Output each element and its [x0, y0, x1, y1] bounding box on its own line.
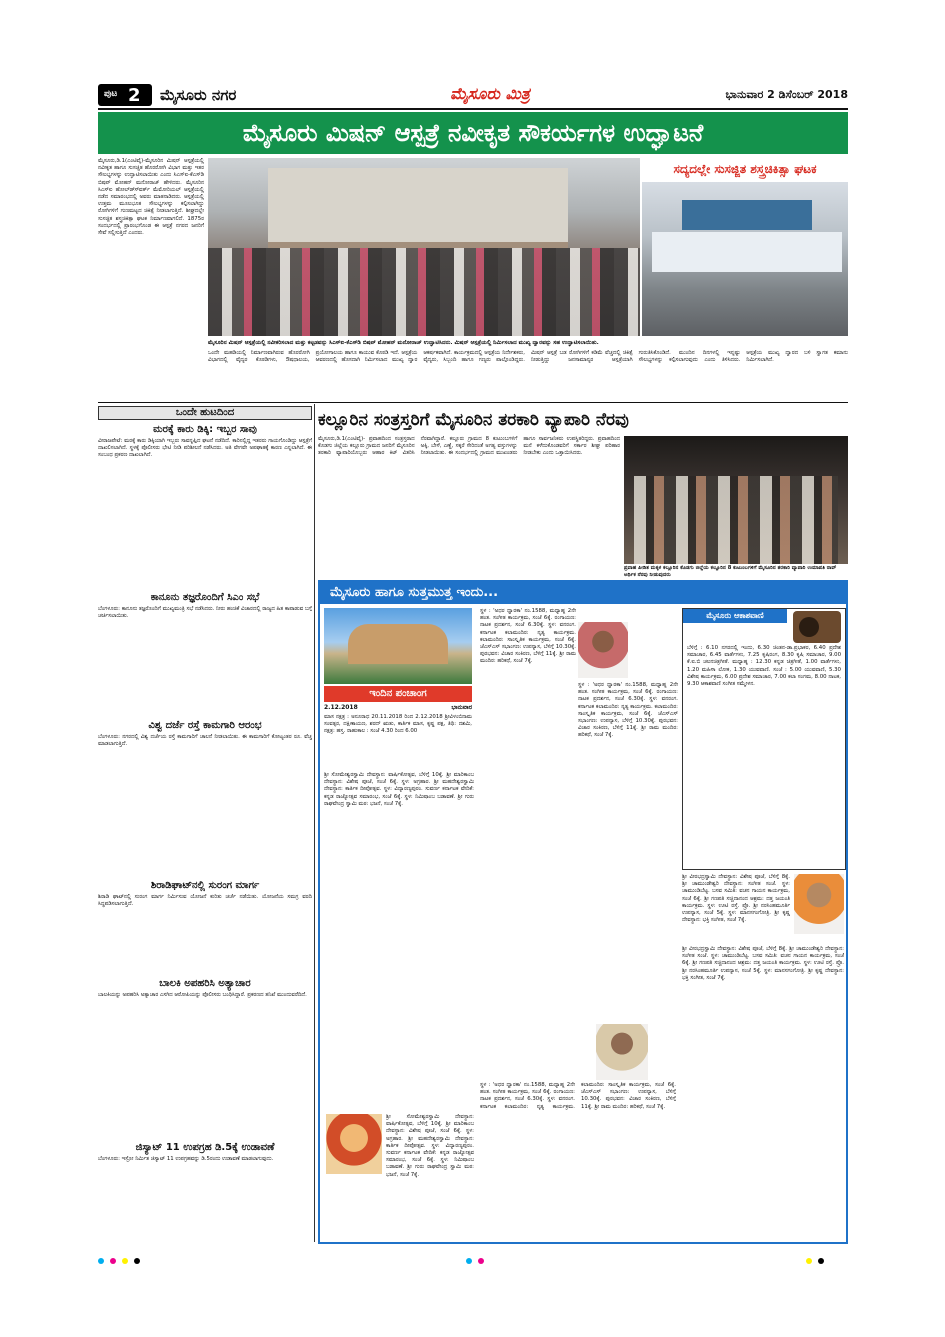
page-date: ಭಾನುವಾರ 2 ಡಿಸೆಂಬರ್ 2018	[725, 88, 848, 101]
lead-caption: ಮೈಸೂರಿನ ಮಿಷನ್ ಆಸ್ಪತ್ರೆಯಲ್ಲಿ ನವೀಕರಿಸಲಾದ ಮತ್ತು ಕಟ್ಟಡವನ್ನು ಸಿಎಸ್‍ಐ-ಕೆಎಸ್‍ಡಿ ಬಿಷಪ್ ಮೋಹನ್ ಮನೋರಾಜ್ ಉದ್ಘಾಟಿಸಿದರು. ಮಿಷನ್ ಆಸ್ಪತ್ರೆಯಲ್ಲಿ ನಿರ್ಮಿಸಲಾದ ಮುಖ್ಯ ದ್ವಾರವನ್ನು ಸಹ ಉದ್ಘಾಟಿಸಲಾಯಿತು.	[208, 340, 599, 346]
radio-speaker	[799, 617, 819, 637]
story-6-body: ಬೆಂಗಳೂರು: ಇಸ್ರೋ ನಿರ್ಮಿತ ಜಿಸ್ಯಾಟ್ 11 ಉಪಗ್ರಹವನ್ನು ಡಿ.5ರಂದು ಉಡಾವಣೆ ಮಾಡಲಾಗುವುದು.	[98, 1156, 274, 1162]
registration-mark	[134, 1258, 140, 1264]
events-title: ಮೈಸೂರು ಹಾಗೂ ಸುತ್ತಮುತ್ತ ಇಂದು...	[320, 582, 846, 604]
lead-intro: ಮೈಸೂರು,ಡಿ.1(ಎಂಟಿವೈ)-ಮೈಸೂರಿನ ಮಿಷನ್ ಆಸ್ಪತ್ರೆಯಲ್ಲಿ ನವೀಕೃತ ಹಾಗೂ ಸುಸಜ್ಜಿತ ಹೊರರೋಗಿ ವಿಭಾಗ ಮತ್ತು ಇತರ ಸೌಲಭ್ಯಗಳನ್ನು ಉದ್ಘಾಟಿಸಲಾಯಿತು ಎಂದು ಸಿಎಸ್‍ಐ-ಕೆಎಸ್‍ಡಿ ಬಿಷಪ್ ಮೋಹನ್ ಮನೋರಾಜ್ ಹೇಳಿದರು. ಮೈಸೂರಿನ ಸಿಎಸ್‍ಐ ಹೋಲ್ಡ್ಸ್‍ವರ್ತ್ ಮೆಮೋರಿಯಲ್ ಆಸ್ಪತ್ರೆಯಲ್ಲಿ ನಡೆದ ಸಮಾರಂಭದಲ್ಲಿ ಅವರು ಮಾತನಾಡಿದರು. ಆಸ್ಪತ್ರೆಯಲ್ಲಿ ಉತ್ತಮ ಮೂಲಭೂತ ಸೌಲಭ್ಯಗಳನ್ನು ಕಲ್ಪಿಸಲಾಗಿದ್ದು ರೋಗಿಗಳಿಗೆ ಗುಣಮಟ್ಟದ ಚಿಕಿತ್ಸೆ ನೀಡಲಾಗುತ್ತಿದೆ. ಶೀಘ್ರದಲ್ಲೇ ಸುಸಜ್ಜಿತ ಶಸ್ತ್ರಚಿಕಿತ್ಸಾ ಘಟಕ ನಿರ್ಮಾಣವಾಗಲಿದೆ. 1875ರ ಸಂದರ್ಭದಲ್ಲಿ ಪ್ರಾರಂಭಗೊಂಡ ಈ ಆಸ್ಪತ್ರೆ ನಗರದ ಜನರಿಗೆ ಸೇವೆ ಸಲ್ಲಿಸುತ್ತಿದೆ ಎಂದರು.	[98, 158, 204, 237]
panchanga-date: 2.12.2018	[324, 704, 358, 711]
page-number: 2	[128, 85, 141, 106]
vendor-body: ಮೈಸೂರು,ಡಿ.1(ಎಂಟಿವೈ)- ಪ್ರವಾಹದಿಂದ ಸಂತ್ರಸ್ತರಾದ ಕೊಡಗು ಜಿಲ್ಲೆಯ ಕಲ್ಲೂರು ಗ್ರಾಮದ ಜನರಿಗೆ ಮೈಸೂರಿನ ತರಕಾರಿ ವ್ಯಾಪಾರಿಯೊಬ್ಬರು ಆಹಾರ ಕಿಟ್ ವಿತರಿಸಿ ನೆರವಾಗಿದ್ದಾರೆ. ಕಲ್ಲೂರು ಗ್ರಾಮದ 8 ಕುಟುಂಬಗಳಿಗೆ ಅಕ್ಕಿ, ಬೇಳೆ, ಎಣ್ಣೆ, ಸಕ್ಕರೆ ಸೇರಿದಂತೆ ಅಗತ್ಯ ವಸ್ತುಗಳನ್ನು ನೀಡಲಾಯಿತು. ಈ ಸಂದರ್ಭದಲ್ಲಿ ಗ್ರಾಮದ ಮುಖಂಡರು ಹಾಗೂ ಸಾರ್ವಜನಿಕರು ಉಪಸ್ಥಿತರಿದ್ದರು. ಪ್ರವಾಹದಿಂದ ಮನೆ ಕಳೆದುಕೊಂಡವರಿಗೆ ಸರ್ಕಾರ ಶೀಘ್ರ ಪರಿಹಾರ ನೀಡಬೇಕು ಎಂದು ಒತ್ತಾಯಿಸಿದರು.	[318, 436, 620, 457]
story-5-body: ಬಾಲಕಿಯನ್ನು ಅಪಹರಿಸಿ ಅತ್ಯಾಚಾರ ಎಸಗಿದ ಆರೋಪಿಯನ್ನು ಪೊಲೀಸರು ಬಂಧಿಸಿದ್ದಾರೆ. ಪ್ರಕರಣದ ತನಿಖೆ ಮುಂದುವರೆದಿದೆ.	[98, 992, 307, 998]
gate-arch	[682, 200, 812, 230]
vendor-caption: ಪ್ರವಾಹ ಪೀಡಿತ ಮಕ್ಕಳ ಕಲ್ಲೂರಿನ ಕೊಡಗು ಜಿಲ್ಲೆಯ ಕಲ್ಲೂರಿನ 8 ಕುಟುಂಬಗಳಿಗೆ ಮೈಸೂರಿನ ತರಕಾರಿ ವ್ಯಾಪಾರಿ ಉಮಾಪತಿ ರಾವ್ ಅರ್ಥಿಕ ನೆರವು ನೀಡುವುದರು	[624, 565, 837, 578]
events-col-2b: ಸ್ಥಳ : 'ಅಧರ ಧ್ವಾರಕಾ' ನಂ.1588, ಮಧ್ಯಾಹ್ನ 2ನೇ ಹಂತ. ಸಂಗೀತ ಕಾರ್ಯಕ್ರಮ, ಸಂಜೆ 6ಕ್ಕೆ. ರಂಗಾಯಣ: ನಾಟಕ ಪ್ರದರ್ಶನ, ಸಂಜೆ 6.30ಕ್ಕೆ. ಸ್ಥಳ: ವನರಂಗ. ಕರ್ನಾಟಕ ಕಲಾಮಂದಿರ: ನೃತ್ಯ ಕಾರ್ಯಕ್ರಮ. ಕಲಾಮಂದಿರ: ಸಾಂಸ್ಕೃತಿಕ ಕಾರ್ಯಕ್ರಮ, ಸಂಜೆ 6ಕ್ಕೆ. ಜೆಎಸ್‍ಎಸ್ ಸಭಾಂಗಣ: ಉಪನ್ಯಾಸ, ಬೆಳಿಗ್ಗೆ 10.30ಕ್ಕೆ. ಪುರಭವನ: ವಿಚಾರ ಸಂಕಿರಣ, ಬೆಳಿಗ್ಗೆ 11ಕ್ಕೆ. ಶ್ರೀ ರಾಮ ಮಂದಿರ: ಹರಿಕಥೆ, ಸಂಜೆ 7ಕ್ಕೆ.	[578, 682, 678, 739]
tent-canopy	[652, 232, 842, 272]
vendor-photo-people	[634, 476, 838, 564]
story-3-body: ಬೆಂಗಳೂರು: ನಗರದಲ್ಲಿ ವಿಶ್ವ ದರ್ಜೆಯ ರಸ್ತೆ ಕಾಮಗಾರಿಗೆ ಚಾಲನೆ ನೀಡಲಾಯಿತು. ಈ ಕಾಮಗಾರಿಗೆ ಕೋಟ್ಯಂತರ ರೂ. ವೆಚ್ಚ ಮಾಡಲಾಗುತ್ತಿದೆ.	[98, 734, 312, 748]
palace-shape	[348, 624, 448, 664]
speaker-photo-1	[578, 622, 628, 678]
story-4-headline: ಶಿರಾಡಿಘಾಟ್‍ನಲ್ಲಿ ಸುರಂಗ ಮಾರ್ಗ	[150, 880, 260, 891]
story-5-headline: ಬಾಲಕಿ ಅಪಹರಿಸಿ ಅತ್ಯಾಚಾರ	[159, 978, 251, 989]
events-col-2: ಸ್ಥಳ : 'ಅಧರ ಧ್ವಾರಕಾ' ನಂ.1588, ಮಧ್ಯಾಹ್ನ 2ನೇ ಹಂತ. ಸಂಗೀತ ಕಾರ್ಯಕ್ರಮ, ಸಂಜೆ 6ಕ್ಕೆ. ರಂಗಾಯಣ: ನಾಟಕ ಪ್ರದರ್ಶನ, ಸಂಜೆ 6.30ಕ್ಕೆ. ಸ್ಥಳ: ವನರಂಗ. ಕರ್ನಾಟಕ ಕಲಾಮಂದಿರ: ನೃತ್ಯ ಕಾರ್ಯಕ್ರಮ. ಕಲಾಮಂದಿರ: ಸಾಂಸ್ಕೃತಿಕ ಕಾರ್ಯಕ್ರಮ, ಸಂಜೆ 6ಕ್ಕೆ. ಜೆಎಸ್‍ಎಸ್ ಸಭಾಂಗಣ: ಉಪನ್ಯಾಸ, ಬೆಳಿಗ್ಗೆ 10.30ಕ್ಕೆ. ಪುರಭವನ: ವಿಚಾರ ಸಂಕಿರಣ, ಬೆಳಿಗ್ಗೆ 11ಕ್ಕೆ. ಶ್ರೀ ರಾಮ ಮಂದಿರ: ಹರಿಕಥೆ, ಸಂಜೆ 7ಕ್ಕೆ.	[480, 608, 576, 665]
lead-body: ಒಂದೇ ಮಹಡಿಯಲ್ಲಿ ನಿರ್ಮಾಣವಾಗಿರುವ ಹೊರರೋಗಿ ವಿಭಾಗದಲ್ಲಿ ವೈದ್ಯರ ಕೊಠಡಿಗಳು, ಔಷಧಾಲಯ, ಪ್ರಯೋಗಾಲಯ ಹಾಗೂ ಕಾಯುವ ಕೊಠಡಿ ಇದೆ. ಆಸ್ಪತ್ರೆಯ ಆವರಣದಲ್ಲಿ ಹೊಸದಾಗಿ ನಿರ್ಮಿಸಲಾದ ಮುಖ್ಯ ದ್ವಾರ ಆಕರ್ಷಕವಾಗಿದೆ. ಕಾರ್ಯಕ್ರಮದಲ್ಲಿ ಆಸ್ಪತ್ರೆಯ ನಿರ್ದೇಶಕರು, ವೈದ್ಯರು, ಸಿಬ್ಬಂದಿ ಹಾಗೂ ಗಣ್ಯರು ಪಾಲ್ಗೊಂಡಿದ್ದರು. ಮಿಷನ್ ಆಸ್ಪತ್ರೆ ಬಡ ರೋಗಿಗಳಿಗೆ ಕಡಿಮೆ ವೆಚ್ಚದಲ್ಲಿ ಚಿಕಿತ್ಸೆ ನೀಡುತ್ತಿದ್ದು ಜನಸಾಮಾನ್ಯರ ಆಸ್ಪತ್ರೆಯಾಗಿ ಗುರುತಿಸಿಕೊಂಡಿದೆ. ಮುಂದಿನ ದಿನಗಳಲ್ಲಿ ಇನ್ನಷ್ಟು ಸೌಲಭ್ಯಗಳನ್ನು ಕಲ್ಪಿಸಲಾಗುವುದು ಎಂದು ತಿಳಿಸಿದರು. ಆಸ್ಪತ್ರೆಯ ಮುಖ್ಯ ದ್ವಾರದ ಬಳಿ ಸ್ವಾಗತ ಕಮಾನು ನಿರ್ಮಿಸಲಾಗಿದೆ.	[208, 350, 848, 364]
radio-title: ಮೈಸೂರು ಆಕಾಶವಾಣಿ	[683, 609, 787, 623]
panchanga-day: ಭಾನುವಾರ	[451, 704, 472, 711]
lead-subhead: ಸದ್ಯದಲ್ಲೇ ಸುಸಜ್ಜಿತ ಶಸ್ತ್ರಚಿಕಿತ್ಸಾ ಘಟಕ	[673, 162, 817, 176]
page-label: ಪುಟ	[104, 89, 118, 99]
lead-bottom-rule	[98, 402, 848, 403]
events-col-1b: ಶ್ರೀ ಸೋಮೇಶ್ವರಸ್ವಾಮಿ ದೇವಸ್ಥಾನ: ವಾರ್ಷಿಕೋತ್ಸವ, ಬೆಳಿಗ್ಗೆ 10ಕ್ಕೆ. ಶ್ರೀ ಮಾರಿಕಾಂಬ ದೇವಸ್ಥಾನ: ವಿಶೇಷ ಪೂಜೆ, ಸಂಜೆ 6ಕ್ಕೆ. ಸ್ಥಳ: ಅಗ್ರಹಾರ. ಶ್ರೀ ಮಹದೇಶ್ವರಸ್ವಾಮಿ ದೇವಸ್ಥಾನ: ಕಾರ್ತಿಕ ದೀಪೋತ್ಸವ. ಸ್ಥಳ: ವಿದ್ಯಾರಣ್ಯಪುರಂ. ಸುವರ್ಣ ಕರ್ನಾಟಕ ವೇದಿಕೆ: ಕನ್ನಡ ರಾಜ್ಯೋತ್ಸವ ಸಮಾರಂಭ, ಸಂಜೆ 6ಕ್ಕೆ. ಸ್ಥಳ: ನಿಮಿಷಾಂಬ ಬಡಾವಣೆ. ಶ್ರೀ ಗುರು ರಾಘವೇಂದ್ರ ಸ್ವಾಮಿ ಮಠ: ಭಜನೆ, ಸಂಜೆ 7ಕ್ಕೆ.	[386, 1114, 474, 1178]
registration-mark	[806, 1258, 812, 1264]
panchanga-body: ಮಾಸ ನಕ್ಷತ್ರ : ಅನೂರಾಧ 20.11.2018 ರಿಂದ 2.12.2018 ಶ್ರೀವಿಳಂಬಿನಾಮ ಸಂವತ್ಸರ, ದಕ್ಷಿಣಾಯಣ, ಶರದ್ ಋತು, ಕಾರ್ತಿಕ ಮಾಸ, ಕೃಷ್ಣ ಪಕ್ಷ, ತಿಥಿ: ದಶಮಿ, ನಕ್ಷತ್ರ: ಹಸ್ತ. ರಾಹುಕಾಲ : ಸಂಜೆ 4.30 ರಿಂದ 6.00	[324, 714, 472, 735]
events-col-3b: ಶ್ರೀ ವೀರಭದ್ರಸ್ವಾಮಿ ದೇವಸ್ಥಾನ: ವಿಶೇಷ ಪೂಜೆ, ಬೆಳಿಗ್ಗೆ 8ಕ್ಕೆ. ಶ್ರೀ ಚಾಮುಂಡೇಶ್ವರಿ ದೇವಸ್ಥಾನ: ಸಂಗೀತ ಸಂಜೆ. ಸ್ಥಳ: ಚಾಮುಂಡಿಬೆಟ್ಟ. ಬಸವ ಸಮಿತಿ: ವಚನ ಗಾಯನ ಕಾರ್ಯಕ್ರಮ, ಸಂಜೆ 6ಕ್ಕೆ. ಶ್ರೀ ಗಣಪತಿ ಸಚ್ಚಿದಾನಂದ ಆಶ್ರಮ: ದತ್ತ ಜಯಂತಿ ಕಾರ್ಯಕ್ರಮ. ಸ್ಥಳ: ಊಟಿ ರಸ್ತೆ. ಪ್ರೊ. ಶ್ರೀ ನರಸಿಂಹಮೂರ್ತಿ ಉಪನ್ಯಾಸ, ಸಂಜೆ 5ಕ್ಕೆ. ಸ್ಥಳ: ಮಾನಸಗಂಗೋತ್ರಿ. ಶ್ರೀ ಕೃಷ್ಣ ದೇವಸ್ಥಾನ: ಭಕ್ತಿ ಸಂಗೀತ, ಸಂಜೆ 7ಕ್ಕೆ.	[682, 946, 844, 981]
registration-mark	[478, 1258, 484, 1264]
story-3-headline: ವಿಶ್ವ ದರ್ಜೆ ರಸ್ತೆ ಕಾಮಗಾರಿ ಆರಂಭ	[148, 720, 262, 731]
registration-mark	[818, 1258, 824, 1264]
story-2-headline: ಕಾನೂನು ತಜ್ಞರೊಂದಿಗೆ ಸಿಎಂ ಸಭೆ	[150, 592, 260, 603]
story-2-body: ಬೆಂಗಳೂರು: ಕಾನೂನು ತಜ್ಞರೊಂದಿಗೆ ಮುಖ್ಯಮಂತ್ರಿ ಸಭೆ ನಡೆಸಿದರು. ನೀರು ಹಂಚಿಕೆ ವಿಚಾರದಲ್ಲಿ ರಾಜ್ಯದ ಹಿತ ಕಾಪಾಡುವ ಬಗ್ಗೆ ಚರ್ಚಿಸಲಾಯಿತು.	[98, 606, 312, 620]
section-title: ಮೈಸೂರು ನಗರ	[160, 86, 237, 104]
radio-box	[682, 608, 846, 870]
registration-mark	[466, 1258, 472, 1264]
building-facade	[268, 168, 568, 248]
crowd-group	[208, 248, 640, 336]
events-col-1: ಶ್ರೀ ಸೋಮೇಶ್ವರಸ್ವಾಮಿ ದೇವಸ್ಥಾನ: ವಾರ್ಷಿಕೋತ್ಸವ, ಬೆಳಿಗ್ಗೆ 10ಕ್ಕೆ. ಶ್ರೀ ಮಾರಿಕಾಂಬ ದೇವಸ್ಥಾನ: ವಿಶೇಷ ಪೂಜೆ, ಸಂಜೆ 6ಕ್ಕೆ. ಸ್ಥಳ: ಅಗ್ರಹಾರ. ಶ್ರೀ ಮಹದೇಶ್ವರಸ್ವಾಮಿ ದೇವಸ್ಥಾನ: ಕಾರ್ತಿಕ ದೀಪೋತ್ಸವ. ಸ್ಥಳ: ವಿದ್ಯಾರಣ್ಯಪುರಂ. ಸುವರ್ಣ ಕರ್ನಾಟಕ ವೇದಿಕೆ: ಕನ್ನಡ ರಾಜ್ಯೋತ್ಸವ ಸಮಾರಂಭ, ಸಂಜೆ 6ಕ್ಕೆ. ಸ್ಥಳ: ನಿಮಿಷಾಂಬ ಬಡಾವಣೆ. ಶ್ರೀ ಗುರು ರಾಘವೇಂದ್ರ ಸ್ವಾಮಿ ಮಠ: ಭಜನೆ, ಸಂಜೆ 7ಕ್ಕೆ.	[324, 772, 474, 807]
registration-mark	[110, 1258, 116, 1264]
story-6-headline: ಜಿಸ್ಯಾಟ್ 11 ಉಪಗ್ರಹ ಡಿ.5ಕ್ಕೆ ಉಡಾವಣೆ	[135, 1142, 275, 1153]
radio-schedule: ಬೆಳಿಗ್ಗೆ : 6.10 ನಗರದಲ್ಲಿ ಇಂದು, 6.30 ಚಿಂತನ-ಡಾ.ಪ್ರಭಾಕರ, 6.40 ಪ್ರದೇಶ ಸಮಾಚಾರ, 6.45 ವಾರ್ತೆಗಳು, 7.25 ಕೃಷಿರಂಗ, 8.30 ಕೃಷಿ ಸಮಾಚಾರ, 9.00 ಕೆ.ಐ.ಬಿ ಚಲನಚಿತ್ರಗೀತೆ. ಮಧ್ಯಾಹ್ನ : 12.30 ಕನ್ನಡ ಚಿತ್ರಗೀತೆ, 1.00 ವಾರ್ತೆಗಳು, 1.20 ಮಹಿಳಾ ಲೋಕ, 1.30 ಯುವವಾಣಿ. ಸಂಜೆ : 5.00 ಯುವವಾಣಿ, 5.30 ವಿಶೇಷ ಕಾರ್ಯಕ್ರಮ, 6.00 ಪ್ರದೇಶ ಸಮಾಚಾರ, 7.00 ಕಲಾ ಸಂಗಮ, 8.00 ನಾಟಕ, 9.30 ಆಕಾಶವಾಣಿ ಸಂಗೀತ ಸಮ್ಮೇಳನ.	[687, 645, 841, 688]
story-4-body: ಶಿರಾಡಿ ಘಾಟ್‍ನಲ್ಲಿ ಸುರಂಗ ಮಾರ್ಗ ನಿರ್ಮಿಸುವ ಯೋಜನೆ ಕುರಿತು ಚರ್ಚೆ ನಡೆಯಿತು. ಯೋಜನೆಯ ಸಮಗ್ರ ವರದಿ ಸಿದ್ಧಪಡಿಸಲಾಗುತ್ತಿದೆ.	[98, 894, 312, 908]
vendor-photo	[624, 436, 848, 564]
page-number-badge	[98, 84, 152, 106]
guru-photo	[794, 874, 844, 934]
events-box	[318, 580, 848, 1244]
column-divider	[314, 404, 315, 1242]
speaker-photo-2	[596, 1024, 648, 1080]
events-col-3: ಶ್ರೀ ವೀರಭದ್ರಸ್ವಾಮಿ ದೇವಸ್ಥಾನ: ವಿಶೇಷ ಪೂಜೆ, ಬೆಳಿಗ್ಗೆ 8ಕ್ಕೆ. ಶ್ರೀ ಚಾಮುಂಡೇಶ್ವರಿ ದೇವಸ್ಥಾನ: ಸಂಗೀತ ಸಂಜೆ. ಸ್ಥಳ: ಚಾಮುಂಡಿಬೆಟ್ಟ. ಬಸವ ಸಮಿತಿ: ವಚನ ಗಾಯನ ಕಾರ್ಯಕ್ರಮ, ಸಂಜೆ 6ಕ್ಕೆ. ಶ್ರೀ ಗಣಪತಿ ಸಚ್ಚಿದಾನಂದ ಆಶ್ರಮ: ದತ್ತ ಜಯಂತಿ ಕಾರ್ಯಕ್ರಮ. ಸ್ಥಳ: ಊಟಿ ರಸ್ತೆ. ಪ್ರೊ. ಶ್ರೀ ನರಸಿಂಹಮೂರ್ತಿ ಉಪನ್ಯಾಸ, ಸಂಜೆ 5ಕ್ಕೆ. ಸ್ಥಳ: ಮಾನಸಗಂಗೋತ್ರಿ. ಶ್ರೀ ಕೃಷ್ಣ ದೇವಸ್ಥಾನ: ಭಕ್ತಿ ಸಂಗೀತ, ಸಂಜೆ 7ಕ್ಕೆ.	[682, 874, 790, 924]
story-1-body: ವೀರಾಜಪೇಟೆ: ಮರಕ್ಕೆ ಕಾರು ಡಿಕ್ಕಿಯಾಗಿ ಇಬ್ಬರು ಸಾವನ್ನಪ್ಪಿದ ಘಟನೆ ನಡೆದಿದೆ. ಕಾರಿನಲ್ಲಿದ್ದ ಇತರರು ಗಾಯಗೊಂಡಿದ್ದು ಆಸ್ಪತ್ರೆಗೆ ದಾಖಲಿಸಲಾಗಿದೆ. ಸ್ಥಳಕ್ಕೆ ಪೊಲೀಸರು ಭೇಟಿ ನೀಡಿ ಪರಿಶೀಲನೆ ನಡೆಸಿದರು. ಅತಿ ವೇಗವೇ ಅಪಘಾತಕ್ಕೆ ಕಾರಣ ಎನ್ನಲಾಗಿದೆ. ಈ ಸಂಬಂಧ ಪ್ರಕರಣ ದಾಖಲಾಗಿದೆ.	[98, 438, 312, 459]
deity-photo	[326, 1114, 382, 1174]
masthead: ಮೈಸೂರು ಮಿತ್ರ	[450, 84, 530, 103]
registration-mark	[122, 1258, 128, 1264]
lead-headline: ಮೈಸೂರು ಮಿಷನ್ ಆಸ್ಪತ್ರೆ ನವೀಕೃತ ಸೌಕರ್ಯಗಳ ಉದ್ಘಾಟನೆ	[98, 112, 848, 154]
lead-photo-gate	[642, 182, 848, 336]
radio-icon	[793, 611, 841, 643]
story-1-headline: ಮರಕ್ಕೆ ಕಾರು ಡಿಕ್ಕಿ: ಇಬ್ಬರ ಸಾವು	[153, 424, 257, 435]
panchanga-title: ಇಂದಿನ ಪಂಚಾಂಗ	[324, 686, 472, 702]
palace-photo	[324, 608, 472, 684]
lead-photo-inauguration	[208, 158, 640, 336]
events-col-2c: ಸ್ಥಳ : 'ಅಧರ ಧ್ವಾರಕಾ' ನಂ.1588, ಮಧ್ಯಾಹ್ನ 2ನೇ ಹಂತ. ಸಂಗೀತ ಕಾರ್ಯಕ್ರಮ, ಸಂಜೆ 6ಕ್ಕೆ. ರಂಗಾಯಣ: ನಾಟಕ ಪ್ರದರ್ಶನ, ಸಂಜೆ 6.30ಕ್ಕೆ. ಸ್ಥಳ: ವನರಂಗ. ಕರ್ನಾಟಕ ಕಲಾಮಂದಿರ: ನೃತ್ಯ ಕಾರ್ಯಕ್ರಮ. ಕಲಾಮಂದಿರ: ಸಾಂಸ್ಕೃತಿಕ ಕಾರ್ಯಕ್ರಮ, ಸಂಜೆ 6ಕ್ಕೆ. ಜೆಎಸ್‍ಎಸ್ ಸಭಾಂಗಣ: ಉಪನ್ಯಾಸ, ಬೆಳಿಗ್ಗೆ 10.30ಕ್ಕೆ. ಪುರಭವನ: ವಿಚಾರ ಸಂಕಿರಣ, ಬೆಳಿಗ್ಗೆ 11ಕ್ಕೆ. ಶ್ರೀ ರಾಮ ಮಂದಿರ: ಹರಿಕಥೆ, ಸಂಜೆ 7ಕ್ಕೆ.	[480, 1082, 676, 1110]
vendor-headline: ಕಲ್ಲೂರಿನ ಸಂತ್ರಸ್ತರಿಗೆ ಮೈಸೂರಿನ ತರಕಾರಿ ವ್ಯಾಪಾರಿ ನೆರವು	[318, 410, 629, 430]
header-rule	[98, 108, 848, 110]
registration-mark	[98, 1258, 104, 1264]
left-column-label: ಒಂದೇ ಹುಟದಿಂದ	[98, 406, 312, 420]
